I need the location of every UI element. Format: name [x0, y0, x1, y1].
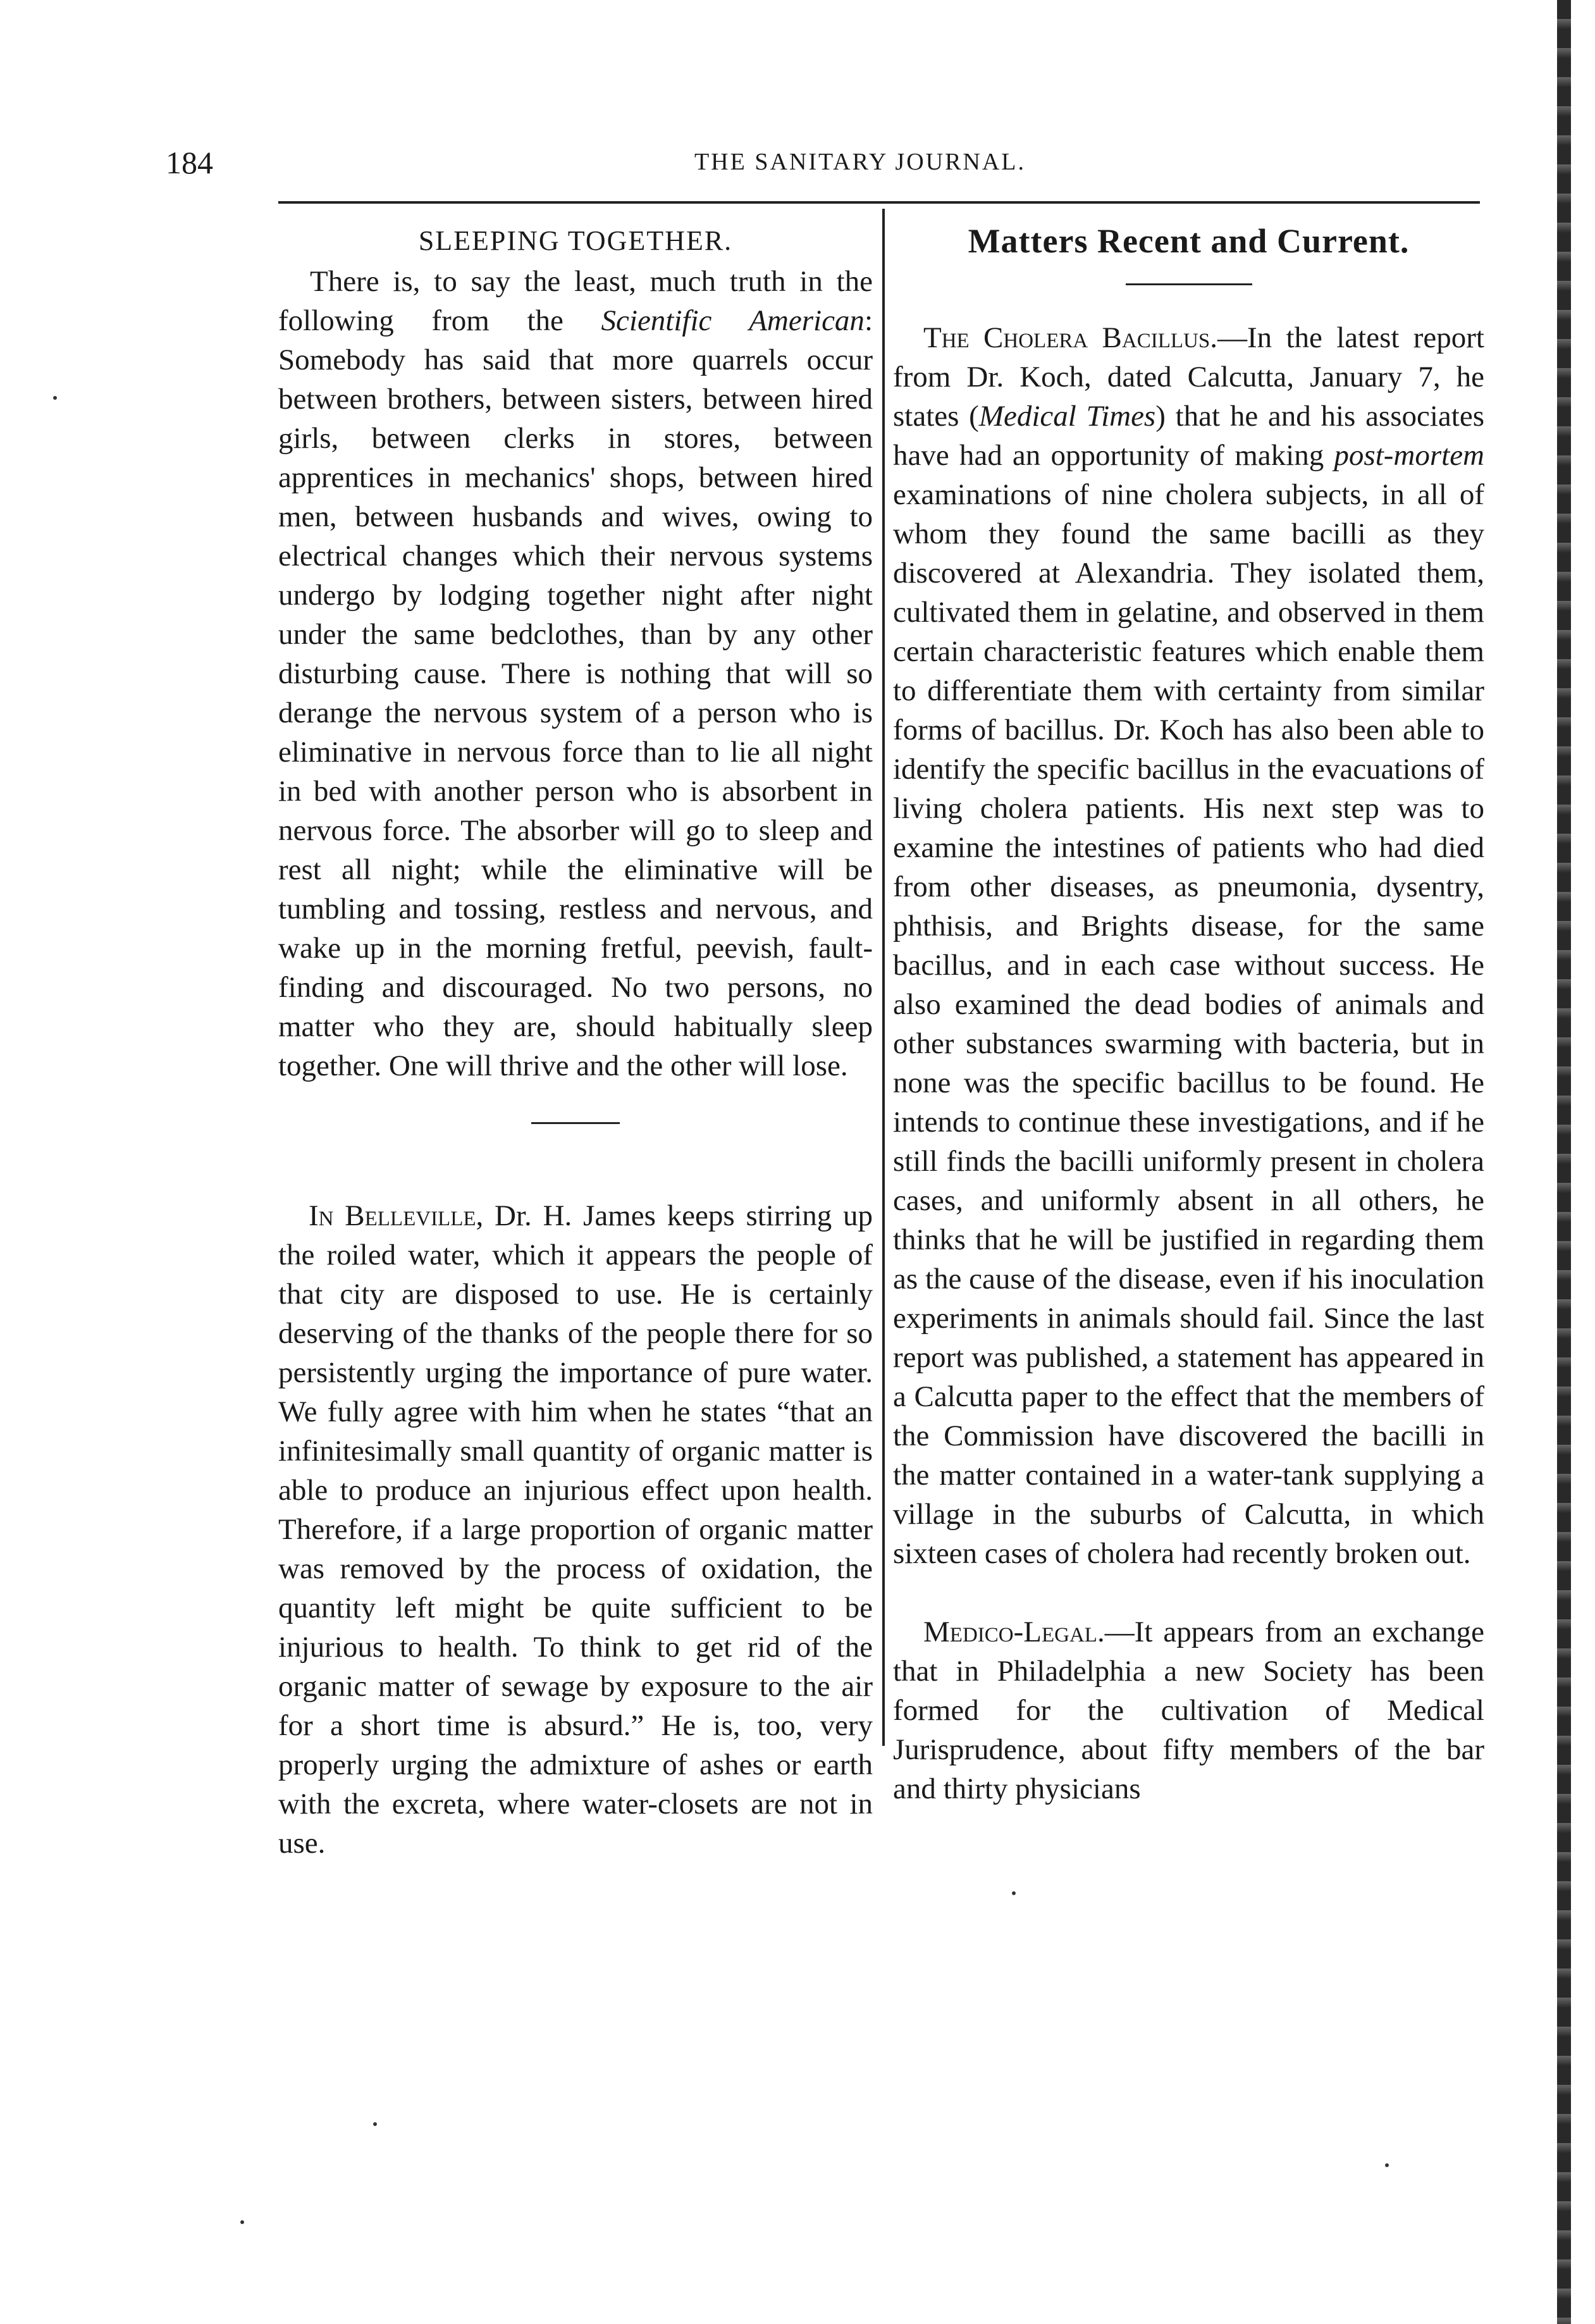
scan-speck: [1385, 2163, 1389, 2167]
lead-in: In Belleville,: [309, 1199, 484, 1232]
article-body: —It appears from an exchange that in Philadelphia a new Society has been formed for the cultivation of Medical Jurisprudence, about fifty members of the bar and thirty physicians: [893, 1616, 1484, 1805]
article-belleville: [278, 1196, 873, 1863]
column-divider: [882, 209, 885, 1746]
right-column: [893, 221, 1484, 1808]
article-body: Dr. H. James keeps stirring up the roiled water, which it appears the people of that city are disposed to use. He is certainly deserving of the thanks of the people there for so persistently urging the importance of pure water. We fully agree with him when he states “that an infinitesimally small quantity of organic matter is able to produce an injurious effect upon health. Therefore, if a large proportion of organic matter was removed by the process of oxidation, the quantity left might be quite sufficient to be injurious to health. To think to get rid of the organic matter of sewage by exposure to the air for a short time is absurd.” He is, too, very properly urging the admixture of ashes or earth with the excreta, where water-closets are not in use.: [278, 1199, 873, 1860]
scan-speck: [373, 2122, 377, 2126]
heading-separator: [1126, 283, 1252, 285]
running-title: THE SANITARY JOURNAL.: [694, 149, 1026, 175]
scan-speck: [240, 2220, 244, 2224]
article-text-2: ) that he and his associates have had an opportunity of making: [893, 400, 1485, 472]
section-heading-matters-recent: Matters Recent and Current.: [968, 222, 1410, 260]
article-cholera-bacillus: [893, 318, 1484, 1573]
left-column: [278, 221, 873, 1863]
article-sleeping-together: [278, 262, 873, 1085]
article-separator: [531, 1122, 620, 1124]
article-medico-legal: [893, 1612, 1484, 1808]
article-heading-sleeping-together: SLEEPING TOGETHER.: [418, 225, 733, 256]
source-title: Medical Times: [978, 400, 1156, 433]
article-text-3: examinations of nine cholera subjects, in all of whom they found the same bacilli as they discovered at Alexandria. They isolated them, cultivated them in gelatine, and observed in them certain characteristic features which enable them to differentiate them with certainty from similar forms of bacillus. Dr. Koch has also been able to identify the specific bacillus in the evacuations of living cholera patients. His next step was to examine the intestines of patients who had died from other diseases, as pneumonia, dysentry, phthisis, and Brights disease, for the same bacillus, and in each case without success. He also examined the dead bodies of animals and other substances swarming with bacteria, but in none was the specific bacillus to be found. He intends to continue these investigations, and if he still finds the bacilli uniformly present in cholera cases, and uniformly absent in all others, he thinks that he will be justified in regarding them as the cause of the disease, even if his inoculation experiments in animals should fail. Since the last report was published, a statement has appeared in a Calcutta paper to the effect that the members of the Commission have discovered the bacilli in the matter contained in a water-tank supplying a village in the suburbs of Calcutta, in which sixteen cases of cholera had recently broken out.: [893, 478, 1484, 1570]
article-body: : Somebody has said that more quarrels occur between brothers, between sisters, between hired girls, between clerks in stores, between apprentices in mechanics' shops, between hired men, between husbands and wives, owing to electrical changes which their nervous systems undergo by lodging together night after night under the same bedclothes, than by any other disturbing cause. There is nothing that will so derange the nervous system of a person who is eliminative in nervous force than to lie all night in bed with another person who is absorbent in nervous force. The absorber will go to sleep and rest all night; while the eliminative will be tumbling and tossing, restless and nervous, and wake up in the morning fretful, peevish, fault-finding and discouraged. No two persons, no matter who they are, should habitually sleep together. One will thrive and the other will lose.: [278, 304, 873, 1082]
lead-in: Medico-Legal.: [923, 1616, 1105, 1648]
page-number: 184: [166, 145, 213, 180]
article-text-1: —In the latest report from Dr. Koch, dated Calcutta, January 7, he states (: [893, 321, 1484, 433]
intro-text: There is, to say the least, much truth in the following from the: [278, 265, 873, 337]
source-title: Scientific American: [601, 304, 865, 337]
italic-term: post-mortem: [1334, 439, 1484, 472]
lead-in: The Cholera Bacillus.: [923, 321, 1217, 354]
scan-speck: [53, 396, 57, 400]
scan-speck: [1012, 1891, 1016, 1895]
paragraph-gap: [893, 1573, 1484, 1612]
header-rule: [278, 201, 1480, 204]
scan-edge-shadow: [1557, 0, 1571, 2324]
